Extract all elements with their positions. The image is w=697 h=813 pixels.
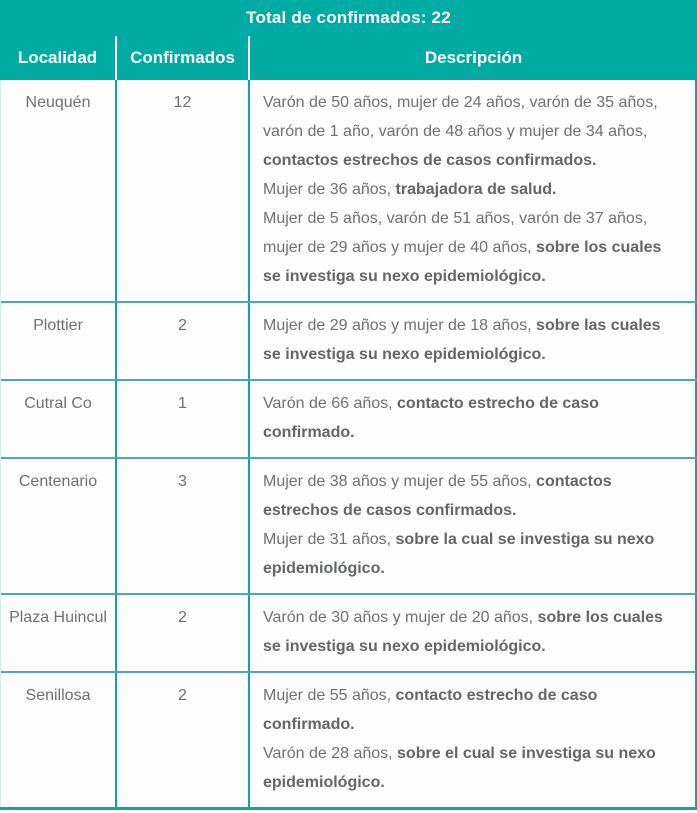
descripcion-paragraph: [263, 389, 677, 447]
descripcion-paragraph: [263, 175, 677, 204]
descripcion-cell: [248, 595, 697, 671]
descripcion-paragraph: [263, 525, 677, 583]
table-row: [1, 593, 697, 671]
descripcion-bold-segment: sobre el cual se investiga su nexo epidemiológico.: [263, 745, 656, 791]
confirmados-cell: 1: [115, 381, 248, 457]
confirmados-cell: 2: [115, 595, 248, 671]
descripcion-cell: [248, 303, 697, 379]
descripcion-segment: Mujer de 31 años,: [263, 531, 396, 548]
confirmados-cell: 3: [115, 459, 248, 593]
descripcion-bold-segment: trabajadora de salud.: [395, 181, 557, 198]
localidad-cell: Centenario: [18, 473, 98, 490]
total-confirmados-title: Total de confirmados: 22: [246, 8, 451, 27]
column-header-descripcion: Descripción: [248, 36, 697, 80]
descripcion-cell: [248, 381, 697, 457]
descripcion-paragraph: [263, 603, 677, 661]
localidad-cell: Senillosa: [25, 687, 91, 704]
column-header-localidad: Localidad: [17, 48, 98, 67]
localidad-cell: Plaza Huincul: [9, 609, 107, 626]
confirmados-cell: 12: [115, 80, 248, 301]
descripcion-segment: Varón de 30 años y mujer de 20 años,: [263, 609, 538, 626]
descripcion-bold-segment: contactos estrechos de casos confirmados.: [263, 152, 597, 169]
column-header-confirmados: Confirmados: [115, 36, 248, 80]
descripcion-bold-segment: sobre las cuales se investiga su nexo epidemiológico.: [263, 317, 661, 363]
localidad-cell: Neuquén: [25, 94, 91, 111]
column-header-row: [0, 36, 697, 80]
descripcion-segment: Varón de 28 años,: [263, 745, 398, 762]
table-row: [1, 301, 697, 379]
descripcion-segment: Mujer de 36 años,: [263, 181, 396, 198]
descripcion-cell: [248, 673, 697, 807]
table-row: [1, 80, 697, 301]
descripcion-cell: [248, 459, 697, 593]
table-row: [1, 379, 697, 457]
descripcion-segment: Mujer de 55 años,: [263, 687, 396, 704]
descripcion-bold-segment: contactos estrechos de casos confirmados.: [263, 473, 612, 519]
localidad-cell: Plottier: [33, 317, 83, 334]
descripcion-paragraph: [263, 681, 677, 739]
table-row: [1, 457, 697, 593]
descripcion-paragraph: [263, 467, 677, 525]
confirmados-cell: 2: [115, 303, 248, 379]
descripcion-paragraph: [263, 88, 677, 175]
descripcion-segment: Varón de 50 años, mujer de 24 años, varón de 35 años, varón de 1 año, varón de 48 años y mujer de 34 años,: [263, 94, 658, 140]
descripcion-paragraph: [263, 311, 677, 369]
localidad-cell: Cutral Co: [24, 395, 92, 412]
descripcion-bold-segment: contacto estrecho de caso confirmado.: [263, 395, 599, 441]
descripcion-paragraph: [263, 204, 677, 291]
descripcion-bold-segment: sobre los cuales se investiga su nexo epidemiológico.: [263, 609, 663, 655]
descripcion-bold-segment: sobre la cual se investiga su nexo epidemiológico.: [263, 531, 655, 577]
descripcion-bold-segment: sobre los cuales se investiga su nexo epidemiológico.: [263, 239, 662, 285]
descripcion-cell: [248, 80, 697, 301]
descripcion-segment: Mujer de 38 años y mujer de 55 años,: [263, 473, 537, 490]
table-header: [0, 0, 697, 80]
descripcion-paragraph: [263, 739, 677, 797]
descripcion-segment: Varón de 66 años,: [263, 395, 398, 412]
descripcion-segment: Mujer de 29 años y mujer de 18 años,: [263, 317, 537, 334]
descripcion-bold-segment: contacto estrecho de caso confirmado.: [263, 687, 598, 733]
table-body: [0, 80, 697, 807]
confirmados-cell: 2: [115, 673, 248, 807]
descripcion-segment: Mujer de 5 años, varón de 51 años, varón de 37 años, mujer de 29 años y mujer de 40 años,: [263, 210, 648, 256]
table-row: [1, 671, 697, 807]
